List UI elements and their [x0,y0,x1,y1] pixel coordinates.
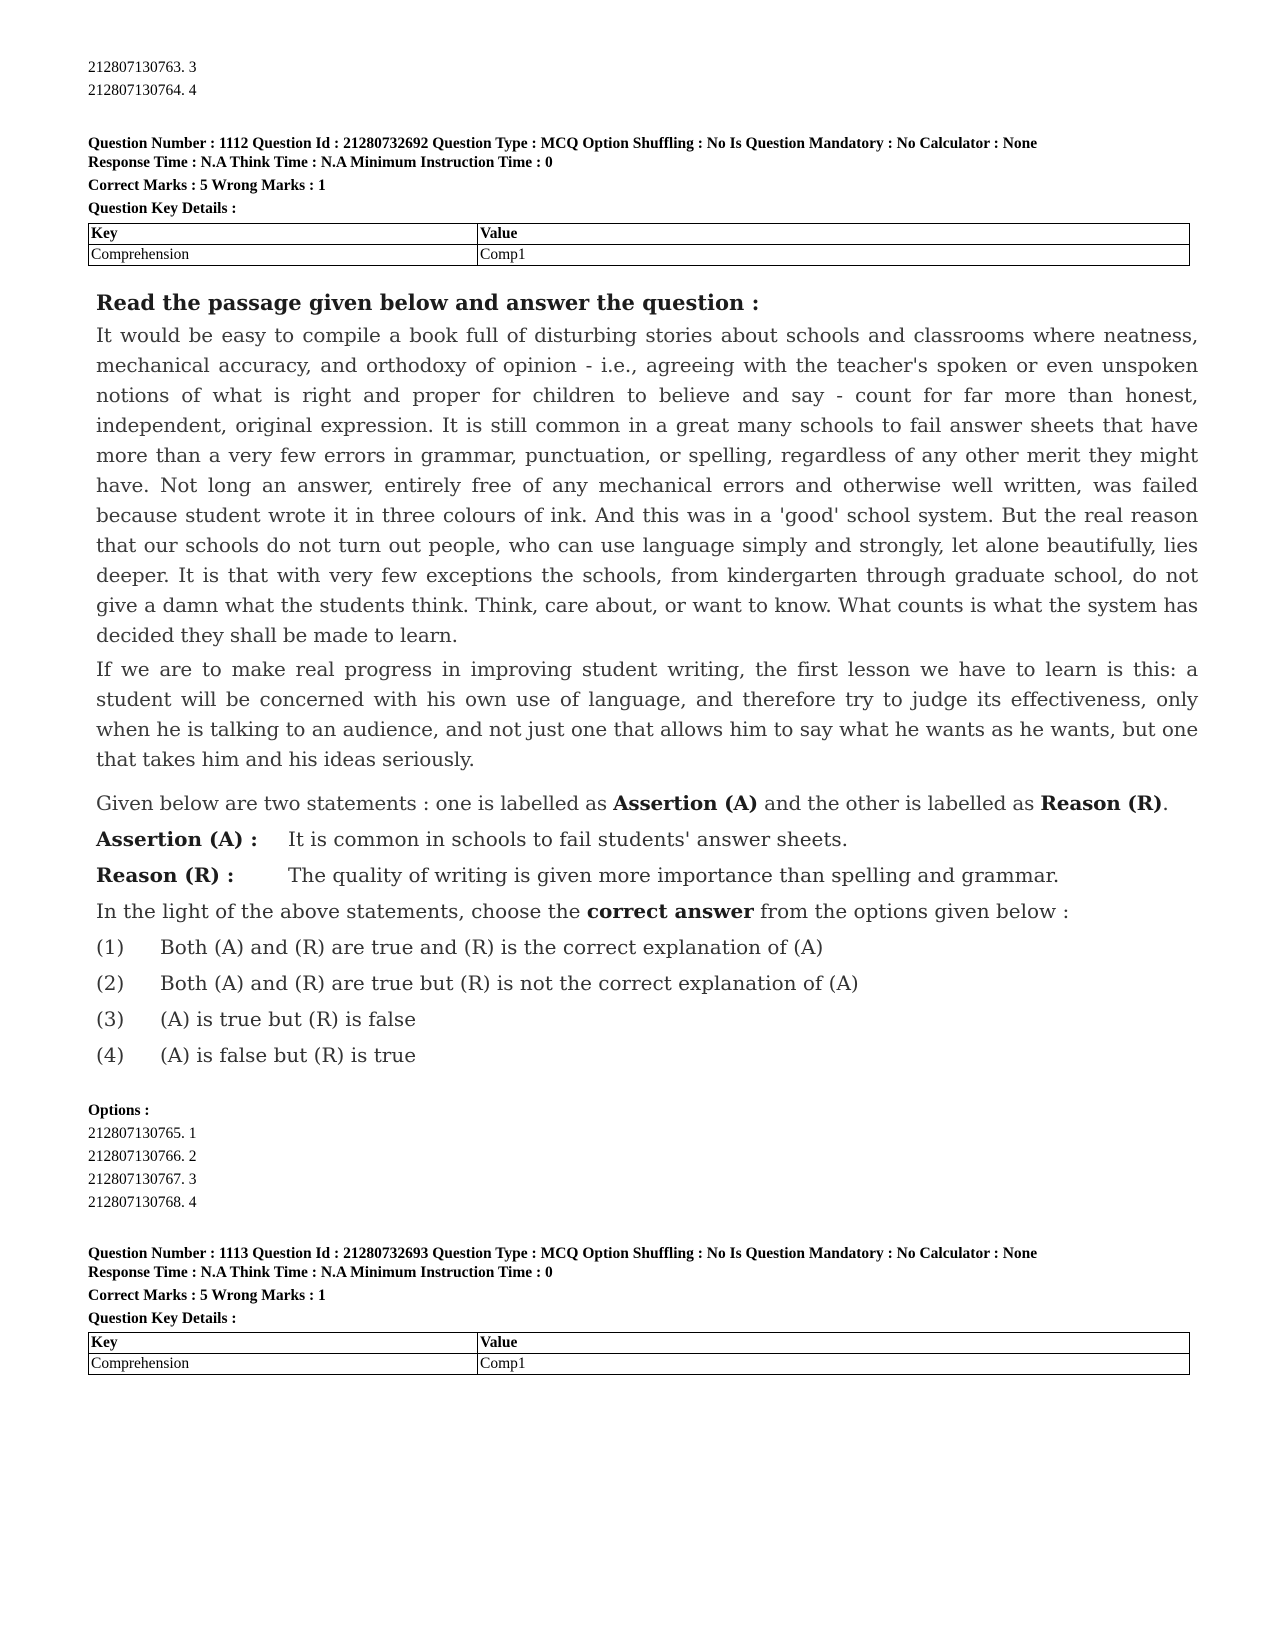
question-header-line: Question Number : 1113 Question Id : 21280732693 Question Type : MCQ Option Shuffling : No Is Question Mandatory : No Calculator : None [88,1245,1038,1262]
reason-row [96,860,1198,890]
answer-choice-number: (4) [96,1043,125,1067]
key-table-cell-value: Comp1 [478,1354,1190,1375]
question-header-line: Question Number : 1112 Question Id : 21280732692 Question Type : MCQ Option Shuffling : No Is Question Mandatory : No Calculator : None [88,135,1038,152]
question-timing-line: Response Time : N.A Think Time : N.A Minimum Instruction Time : 0 [88,1264,553,1281]
reason-text: The quality of writing is given more importance than spelling and grammar. [288,863,1060,887]
passage-heading: Read the passage given below and answer the question : [96,290,760,315]
answer-choice-text: (A) is false but (R) is true [160,1043,417,1067]
key-table-header-key: Key [89,1333,478,1354]
statements-intro-mid: and the other is labelled as [757,791,1041,815]
key-table-header-row [89,224,1190,245]
instruction-row [96,896,1198,926]
key-table-header-key: Key [89,224,478,245]
answer-choice [96,968,1198,998]
option-line: 212807130766. 2 [88,1148,197,1165]
answer-choice-number: (3) [96,1007,125,1031]
statements-intro-end: . [1162,791,1169,815]
question-key-table [88,1332,1190,1375]
key-table-cell-value: Comp1 [478,245,1190,266]
instruction-pre: In the light of the above statements, choose the [96,899,587,923]
assertion-text: It is common in schools to fail students' answer sheets. [288,827,849,851]
question-key-table [88,223,1190,266]
instruction-bold: correct answer [586,899,754,923]
key-table-cell-key: Comprehension [89,245,478,266]
option-line: 212807130763. 3 [88,59,197,76]
key-table-header-value: Value [478,224,1190,245]
statements-intro-assertion: Assertion (A) [613,791,758,815]
question-key-details-label: Question Key Details : [88,1310,237,1327]
question-timing-line: Response Time : N.A Think Time : N.A Minimum Instruction Time : 0 [88,154,553,171]
answer-choice-number: (2) [96,971,125,995]
answer-choice [96,1040,1198,1070]
question-key-details-label: Question Key Details : [88,200,237,217]
statements-intro-reason: Reason (R) [1040,791,1163,815]
key-table-header-row [89,1333,1190,1354]
option-line: 212807130765. 1 [88,1125,197,1142]
assertion-label: Assertion (A) : [96,827,258,851]
answer-choice [96,932,1198,962]
answer-choice-text: Both (A) and (R) are true and (R) is the correct explanation of (A) [160,935,824,959]
passage-paragraph-1: It would be easy to compile a book full of disturbing stories about schools and classrooms where neatness, mechanical accuracy, and orthodoxy of opinion - i.e., agreeing with the teacher's spoken or even unspoken notions of what is right and proper for children to believe and say - count for far more than honest, independent, original expression. It is still common in a great many schools to fail answer sheets that have more than a very few errors in grammar, punctuation, or spelling, regardless of any other merit they might have. Not long an answer, entirely free of any mechanical errors and otherwise well written, was failed because student wrote it in three colours of ink. And this was in a 'good' school system. But the real reason that our schools do not turn out people, who can use language simply and strongly, let alone beautifully, lies deeper. It is that with very few exceptions the schools, from kindergarten through graduate school, do not give a damn what the students think. Think, care about, or want to know. What counts is what the system has decided they shall be made to learn. [96,323,1198,647]
question-marks-line: Correct Marks : 5 Wrong Marks : 1 [88,1287,326,1304]
instruction-post: from the options given below : [753,899,1070,923]
assertion-row [96,824,1198,854]
answer-choice-text: (A) is true but (R) is false [160,1007,417,1031]
statements-intro [96,788,1198,818]
answer-choice-number: (1) [96,935,125,959]
question-marks-line: Correct Marks : 5 Wrong Marks : 1 [88,177,326,194]
key-table-header-value: Value [478,1333,1190,1354]
key-table-row [89,245,1190,266]
reason-label: Reason (R) : [96,863,235,887]
key-table-cell-key: Comprehension [89,1354,478,1375]
option-line: 212807130764. 4 [88,82,197,99]
answer-choice [96,1004,1198,1034]
key-table-row [89,1354,1190,1375]
option-line: 212807130767. 3 [88,1171,197,1188]
statements-intro-pre: Given below are two statements : one is labelled as [96,791,614,815]
answer-choice-text: Both (A) and (R) are true but (R) is not the correct explanation of (A) [160,971,859,995]
option-line: 212807130768. 4 [88,1194,197,1211]
options-label: Options : [88,1102,150,1119]
question-image-content [96,288,1198,1070]
passage-paragraph-2: If we are to make real progress in improving student writing, the first lesson we have to learn is this: a student will be concerned with his own use of language, and therefore try to judge its effectiveness, only when he is talking to an audience, and not just one that allows him to say what he wants as he wants, but one that takes him and his ideas seriously. [96,657,1198,771]
